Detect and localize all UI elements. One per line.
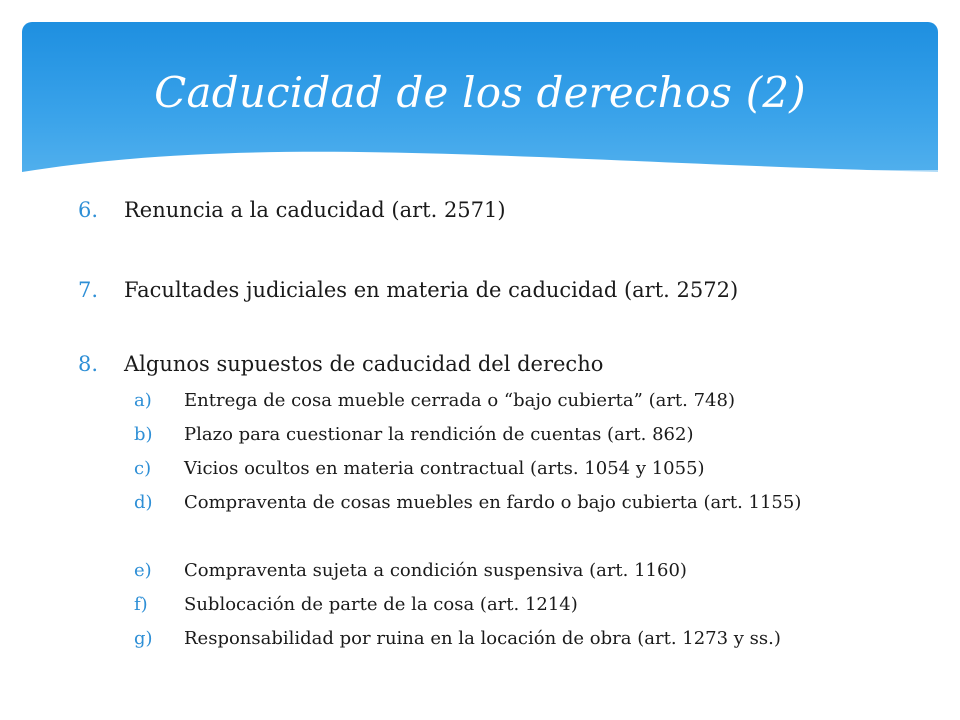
sub-item-letter: f): [134, 594, 148, 615]
sub-item-text: Sublocación de parte de la cosa (art. 1214): [184, 594, 578, 615]
item-number: 8.: [78, 352, 99, 376]
slide-title: Caducidad de los derechos (2): [154, 68, 806, 117]
sub-item-letter: g): [134, 628, 153, 649]
sub-item-text: Plazo para cuestionar la rendición de cuentas (art. 862): [184, 424, 694, 445]
sub-item-text: Entrega de cosa mueble cerrada o “bajo cubierta” (art. 748): [184, 390, 735, 411]
sub-item-letter: e): [134, 560, 152, 581]
item-number: 7.: [78, 278, 99, 302]
item-number: 6.: [78, 198, 99, 222]
sub-item-text: Vicios ocultos en materia contractual (arts. 1054 y 1055): [184, 458, 705, 479]
sub-item-letter: d): [134, 492, 153, 513]
sub-item-letter: a): [134, 390, 152, 411]
sub-item-text: Compraventa de cosas muebles en fardo o bajo cubierta (art. 1155): [184, 492, 802, 513]
sub-item-letter: c): [134, 458, 152, 479]
sub-item-text: Responsabilidad por ruina en la locación de obra (art. 1273 y ss.): [184, 628, 781, 649]
item-text: Renuncia a la caducidad (art. 2571): [124, 198, 506, 222]
item-text: Algunos supuestos de caducidad del derecho: [124, 352, 604, 376]
sub-item-text: Compraventa sujeta a condición suspensiva (art. 1160): [184, 560, 687, 581]
sub-item-letter: b): [134, 424, 153, 445]
item-text: Facultades judiciales en materia de caducidad (art. 2572): [124, 278, 739, 302]
